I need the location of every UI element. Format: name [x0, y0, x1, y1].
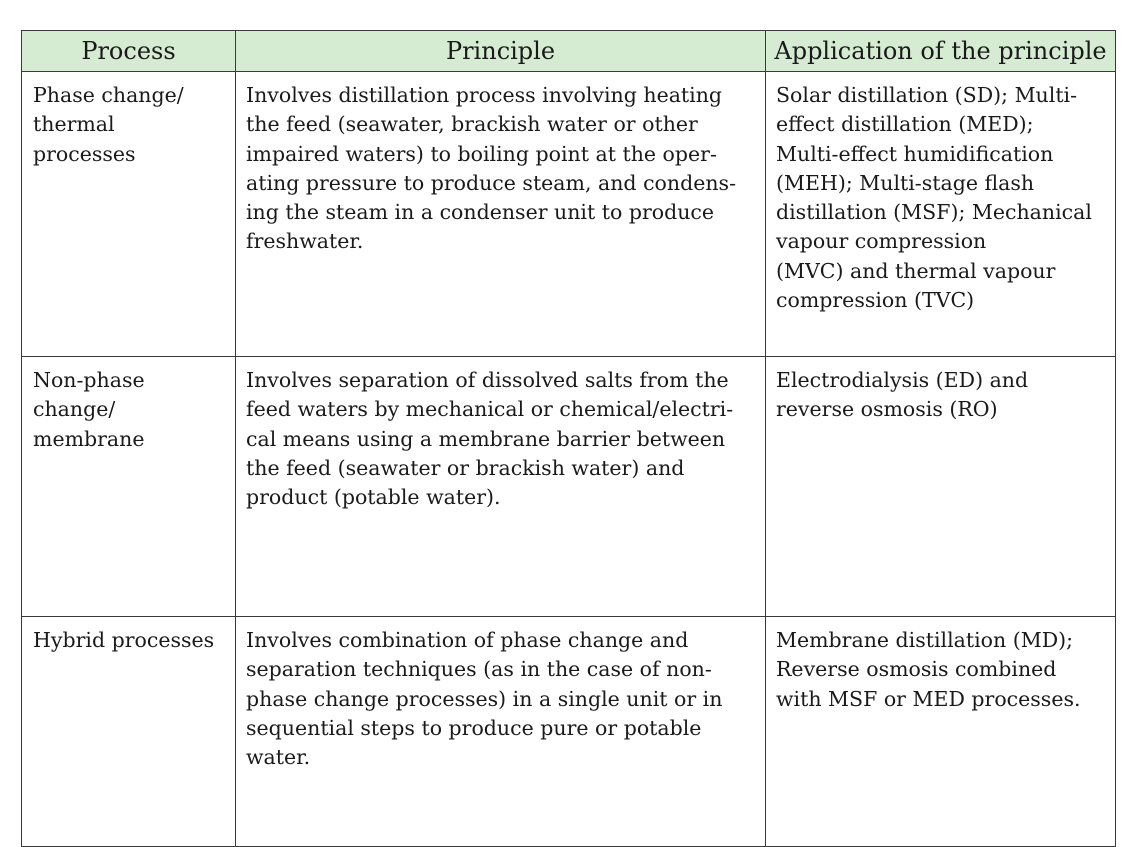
cell-line: membrane	[33, 426, 145, 451]
table-row	[22, 72, 1116, 357]
cell-line: feed waters by mechanical or chemical/electri-	[246, 397, 734, 422]
cell-line: freshwater.	[246, 229, 364, 254]
cell-line: Hybrid processes	[33, 628, 215, 652]
desalination-process-table	[21, 30, 1116, 847]
cell-line: the feed (seawater, brackish water or other	[246, 112, 698, 137]
cell-line: (MEH); Multi-stage flash	[776, 170, 1035, 195]
process-cell	[22, 72, 236, 357]
table-row	[22, 357, 1116, 617]
cell-line: the feed (seawater or brackish water) and	[246, 455, 685, 480]
cell-line: Involves distillation process involving heating	[246, 83, 723, 107]
process-cell	[22, 357, 236, 617]
cell-line: effect distillation (MED);	[776, 112, 1034, 137]
cell-line: (MVC) and thermal vapour	[776, 258, 1056, 283]
cell-line: Non-phase	[33, 368, 145, 392]
cell-line: impaired waters) to boiling point at the oper-	[246, 141, 717, 166]
cell-line: distillation (MSF); Mechanical	[776, 200, 1092, 225]
cell-line: Solar distillation (SD); Multi-	[776, 83, 1078, 107]
cell-line: water.	[246, 745, 311, 770]
process-cell	[22, 617, 236, 847]
cell-line: reverse osmosis (RO)	[776, 397, 998, 422]
cell-line: Multi-effect humidification	[776, 141, 1054, 166]
header-principle: Principle	[236, 31, 766, 72]
principle-cell	[236, 72, 766, 357]
header-process: Process	[22, 31, 236, 72]
cell-line: Phase change/	[33, 83, 184, 107]
cell-line: change/	[33, 397, 116, 422]
cell-line: product (potable water).	[246, 485, 501, 510]
cell-line: Involves separation of dissolved salts from the	[246, 368, 729, 392]
cell-line: sequential steps to produce pure or potable	[246, 715, 702, 740]
table-row	[22, 617, 1116, 847]
cell-line: separation techniques (as in the case of non-	[246, 657, 712, 682]
cell-line: vapour compression	[776, 229, 987, 254]
cell-line: cal means using a membrane barrier between	[246, 426, 726, 451]
cell-line: phase change processes) in a single unit or in	[246, 686, 723, 711]
cell-line: Reverse osmosis combined	[776, 657, 1057, 682]
cell-line: processes	[33, 141, 136, 166]
header-application: Application of the principle	[766, 31, 1116, 72]
application-cell	[766, 357, 1116, 617]
cell-line: ing the steam in a condenser unit to produce	[246, 200, 715, 225]
application-cell	[766, 72, 1116, 357]
cell-line: thermal	[33, 112, 115, 137]
principle-cell	[236, 357, 766, 617]
table-header-row	[22, 31, 1116, 72]
principle-cell	[236, 617, 766, 847]
cell-line: Involves combination of phase change and	[246, 628, 689, 652]
cell-line: Electrodialysis (ED) and	[776, 368, 1029, 392]
cell-line: with MSF or MED processes.	[776, 686, 1081, 711]
application-cell	[766, 617, 1116, 847]
cell-line: Membrane distillation (MD);	[776, 628, 1074, 652]
cell-line: compression (TVC)	[776, 288, 975, 313]
cell-line: ating pressure to produce steam, and condens-	[246, 170, 736, 195]
